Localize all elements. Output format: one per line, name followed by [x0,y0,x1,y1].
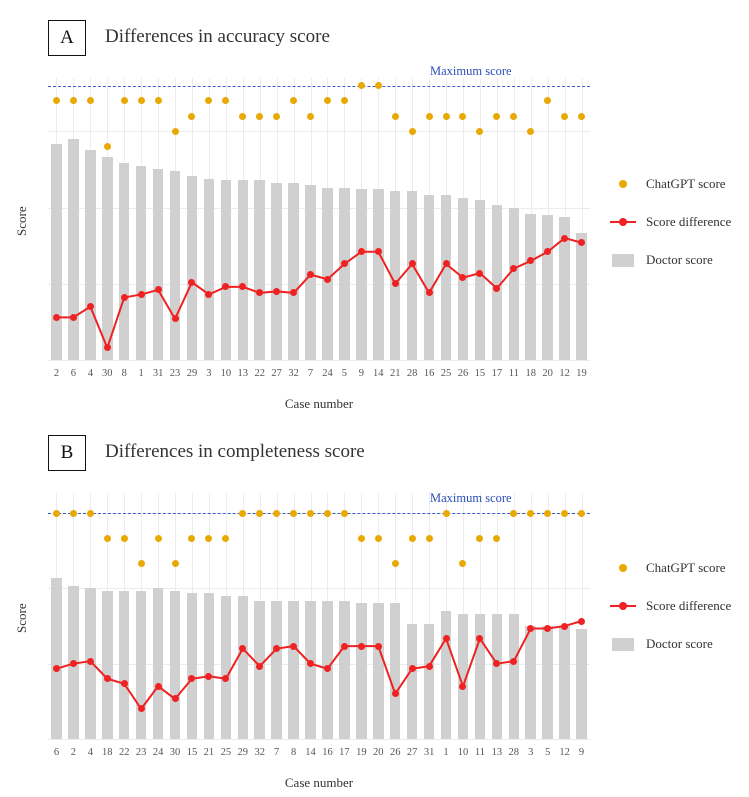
x-axis-tick-label: 21 [203,747,215,758]
panel-b-title: Differences in completeness score [105,441,365,462]
x-axis-tick-label: 18 [102,747,113,758]
chatgpt-dot-icon [619,180,627,188]
x-axis-tick-label: 5 [545,747,551,758]
point-score-difference [70,314,77,321]
x-axis-tick-label: 30 [102,368,113,379]
legend-rect-icon [608,251,638,269]
difference-dot-icon [619,602,627,610]
legend-item-label: Score difference [646,598,732,613]
x-axis-tick-label: 6 [53,747,60,758]
x-axis-tick-label: 20 [373,747,384,758]
x-axis-tick-label: 8 [290,747,297,758]
x-axis-tick-label: 24 [322,368,333,379]
x-axis-tick-label: 32 [288,368,299,379]
x-axis-tick-label: 14 [373,368,384,379]
legend-dot-icon [608,559,638,577]
point-score-difference [138,291,145,298]
x-axis-tick-label: 30 [169,747,181,758]
point-score-difference [87,303,94,310]
x-axis-tick-label: 5 [341,368,348,379]
point-score-difference [578,618,585,625]
point-score-difference [392,280,399,287]
point-score-difference [426,663,433,670]
x-axis-tick-label: 13 [491,747,503,758]
x-axis-tick-label: 19 [576,368,587,379]
x-axis-tick-label: 4 [87,747,93,758]
x-axis-title-b: Case number [284,775,354,790]
x-axis-tick-label: 7 [274,747,280,758]
x-axis-tick-label: 15 [474,368,486,379]
point-score-difference [155,286,162,293]
x-axis-tick-label: 8 [121,368,127,379]
x-axis-tick-label: 13 [237,368,249,379]
x-axis-tick-label: 11 [508,368,519,379]
point-score-difference [409,665,416,672]
x-axis-tick-label: 29 [186,368,198,379]
legend-item-label: Doctor score [646,636,713,651]
legend-item [608,635,713,653]
point-score-difference [290,643,297,650]
point-score-difference [443,635,450,642]
x-axis-tick-label: 28 [508,747,520,758]
x-axis-tick-label: 16 [423,368,435,379]
chatgpt-dot-icon [619,564,627,572]
x-axis-tick-label: 15 [186,747,198,758]
x-axis-tick-label: 22 [254,368,265,379]
y-axis-title-b: Score [14,603,29,633]
legend-dot-icon [608,175,638,193]
x-axis-tick-label: 10 [220,368,232,379]
x-axis-tick-label: 6 [70,368,77,379]
x-axis-tick-label: 2 [70,747,77,758]
x-axis-tick-label: 26 [389,747,401,758]
x-axis-title-a: Case number [284,396,354,411]
x-axis-tick-label: 3 [206,368,212,379]
x-axis-tick-label: 22 [118,747,130,758]
x-axis-tick-label: 21 [389,368,401,379]
point-score-difference [53,314,60,321]
panel-b-label: B [60,442,74,463]
point-score-difference [324,276,331,283]
x-axis-tick-label: 9 [578,747,585,758]
doctor-bar-icon [612,254,634,267]
x-axis-tick-label: 12 [559,368,570,379]
legend-line-dot-icon [608,597,638,615]
point-score-difference [392,690,399,697]
point-score-difference [341,643,348,650]
gridline-horizontal [48,739,590,740]
x-axis-tick-label: 12 [559,747,570,758]
legend-item-label: Score difference [646,214,732,229]
x-axis-tick-label: 16 [322,747,333,758]
doctor-bar-icon [612,638,634,651]
x-axis-tick-label: 4 [87,368,93,379]
point-score-difference [443,260,450,267]
x-axis-tick-label: 28 [406,368,418,379]
point-score-difference [561,235,568,242]
x-axis-tick-label: 17 [491,368,503,379]
x-axis-tick-label: 19 [356,747,367,758]
panel-a-label: A [60,27,74,48]
maximum-score-label: Maximum score [430,491,512,506]
x-axis-tick-label: 31 [152,368,164,379]
legend-item-label: Doctor score [646,252,713,267]
x-axis-tick-label: 27 [406,747,418,758]
legend-item-label: ChatGPT score [646,176,726,191]
x-axis-tick-label: 27 [271,368,282,379]
point-score-difference [273,288,280,295]
point-score-difference [256,663,263,670]
point-score-difference [510,658,517,665]
point-score-difference [104,675,111,682]
x-axis-tick-label: 24 [152,747,164,758]
panel-b-label-box [48,435,86,471]
x-axis-tick-label: 3 [528,747,534,758]
legend-line-dot-icon [608,213,638,231]
legend-item [608,559,726,577]
line-score-difference [48,78,590,360]
x-axis-tick-label: 1 [443,747,449,758]
x-axis-tick-label: 14 [305,747,316,758]
legend-item [608,175,726,193]
point-score-difference [375,248,382,255]
difference-dot-icon [619,218,627,226]
legend-item-label: ChatGPT score [646,560,726,575]
y-axis-title-a: Score [14,206,29,236]
x-axis-tick-label: 23 [169,368,181,379]
x-axis-tick-label: 7 [307,368,314,379]
point-score-difference [561,623,568,630]
x-axis-tick-label: 18 [525,368,536,379]
x-axis-tick-label: 25 [440,368,452,379]
legend-item [608,213,731,231]
x-axis-tick-label: 1 [138,368,144,379]
x-axis-tick-label: 9 [358,368,364,379]
point-score-difference [87,658,94,665]
point-score-difference [155,683,162,690]
point-score-difference [172,695,179,702]
x-axis-tick-label: 20 [542,368,553,379]
x-axis-tick-label: 31 [423,747,435,758]
legend-item [608,597,731,615]
point-score-difference [121,680,128,687]
x-axis-tick-label: 26 [457,368,469,379]
x-axis-tick-label: 25 [220,747,232,758]
legend-item [608,251,713,269]
legend-rect-icon [608,635,638,653]
panel-completeness [0,399,749,797]
panel-a-label-box [48,20,86,56]
x-axis-tick-label: 29 [237,747,249,758]
x-axis-tick-label: 11 [474,747,485,758]
maximum-score-label: Maximum score [430,63,512,78]
line-score-difference [48,493,590,739]
point-score-difference [375,643,382,650]
panel-a-title: Differences in accuracy score [105,26,330,47]
x-axis-tick-label: 2 [53,368,60,379]
point-score-difference [358,643,365,650]
x-axis-tick-label: 32 [254,747,265,758]
x-axis-tick-label: 10 [457,747,469,758]
x-axis-tick-label: 17 [339,747,350,758]
gridline-horizontal [48,360,590,361]
point-score-difference [121,294,128,301]
plot-area-accuracy [48,78,590,360]
point-score-difference [172,315,179,322]
x-axis-tick-label: 23 [135,747,147,758]
plot-area-completeness [48,493,590,739]
